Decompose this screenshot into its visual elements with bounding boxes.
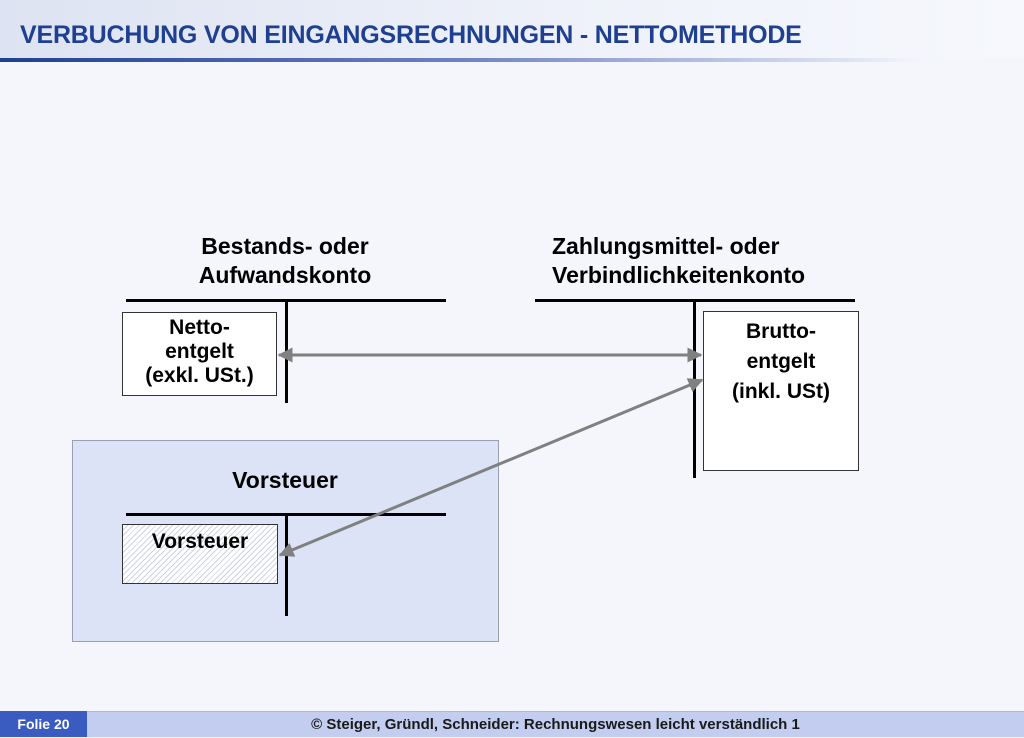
zahlung-title-line1: Zahlungsmittel- oder [552,233,780,259]
brutto-line1: Brutto- [746,320,816,343]
bestand-title-line2: Aufwandskonto [198,262,372,288]
vorsteuer-entry-label: Vorsteuer [151,530,249,553]
slide-title: VERBUCHUNG VON EINGANGSRECHNUNGEN - NETTOMETHODE [20,21,802,49]
bestand-title-line1: Bestands- oder [201,233,369,259]
vorsteuer-brutto-arrow [280,380,702,555]
netto-line1: Netto- [169,316,230,339]
slide-footer [0,711,1024,737]
brutto-line2: entgelt [746,350,816,373]
slide-number-badge: Folie 20 [0,711,87,737]
vorsteuer-account-title: Vorsteuer [232,467,338,493]
netto-line3: (exkl. USt.) [145,364,254,387]
brutto-line3: (inkl. USt) [732,380,830,403]
zahlung-title-line2: Verbindlichkeitenkonto [552,262,806,288]
netto-line2: entgelt [165,340,234,363]
copyright-notice: © Steiger, Gründl, Schneider: Rechnungswesen leicht verständlich 1 [87,711,1024,737]
